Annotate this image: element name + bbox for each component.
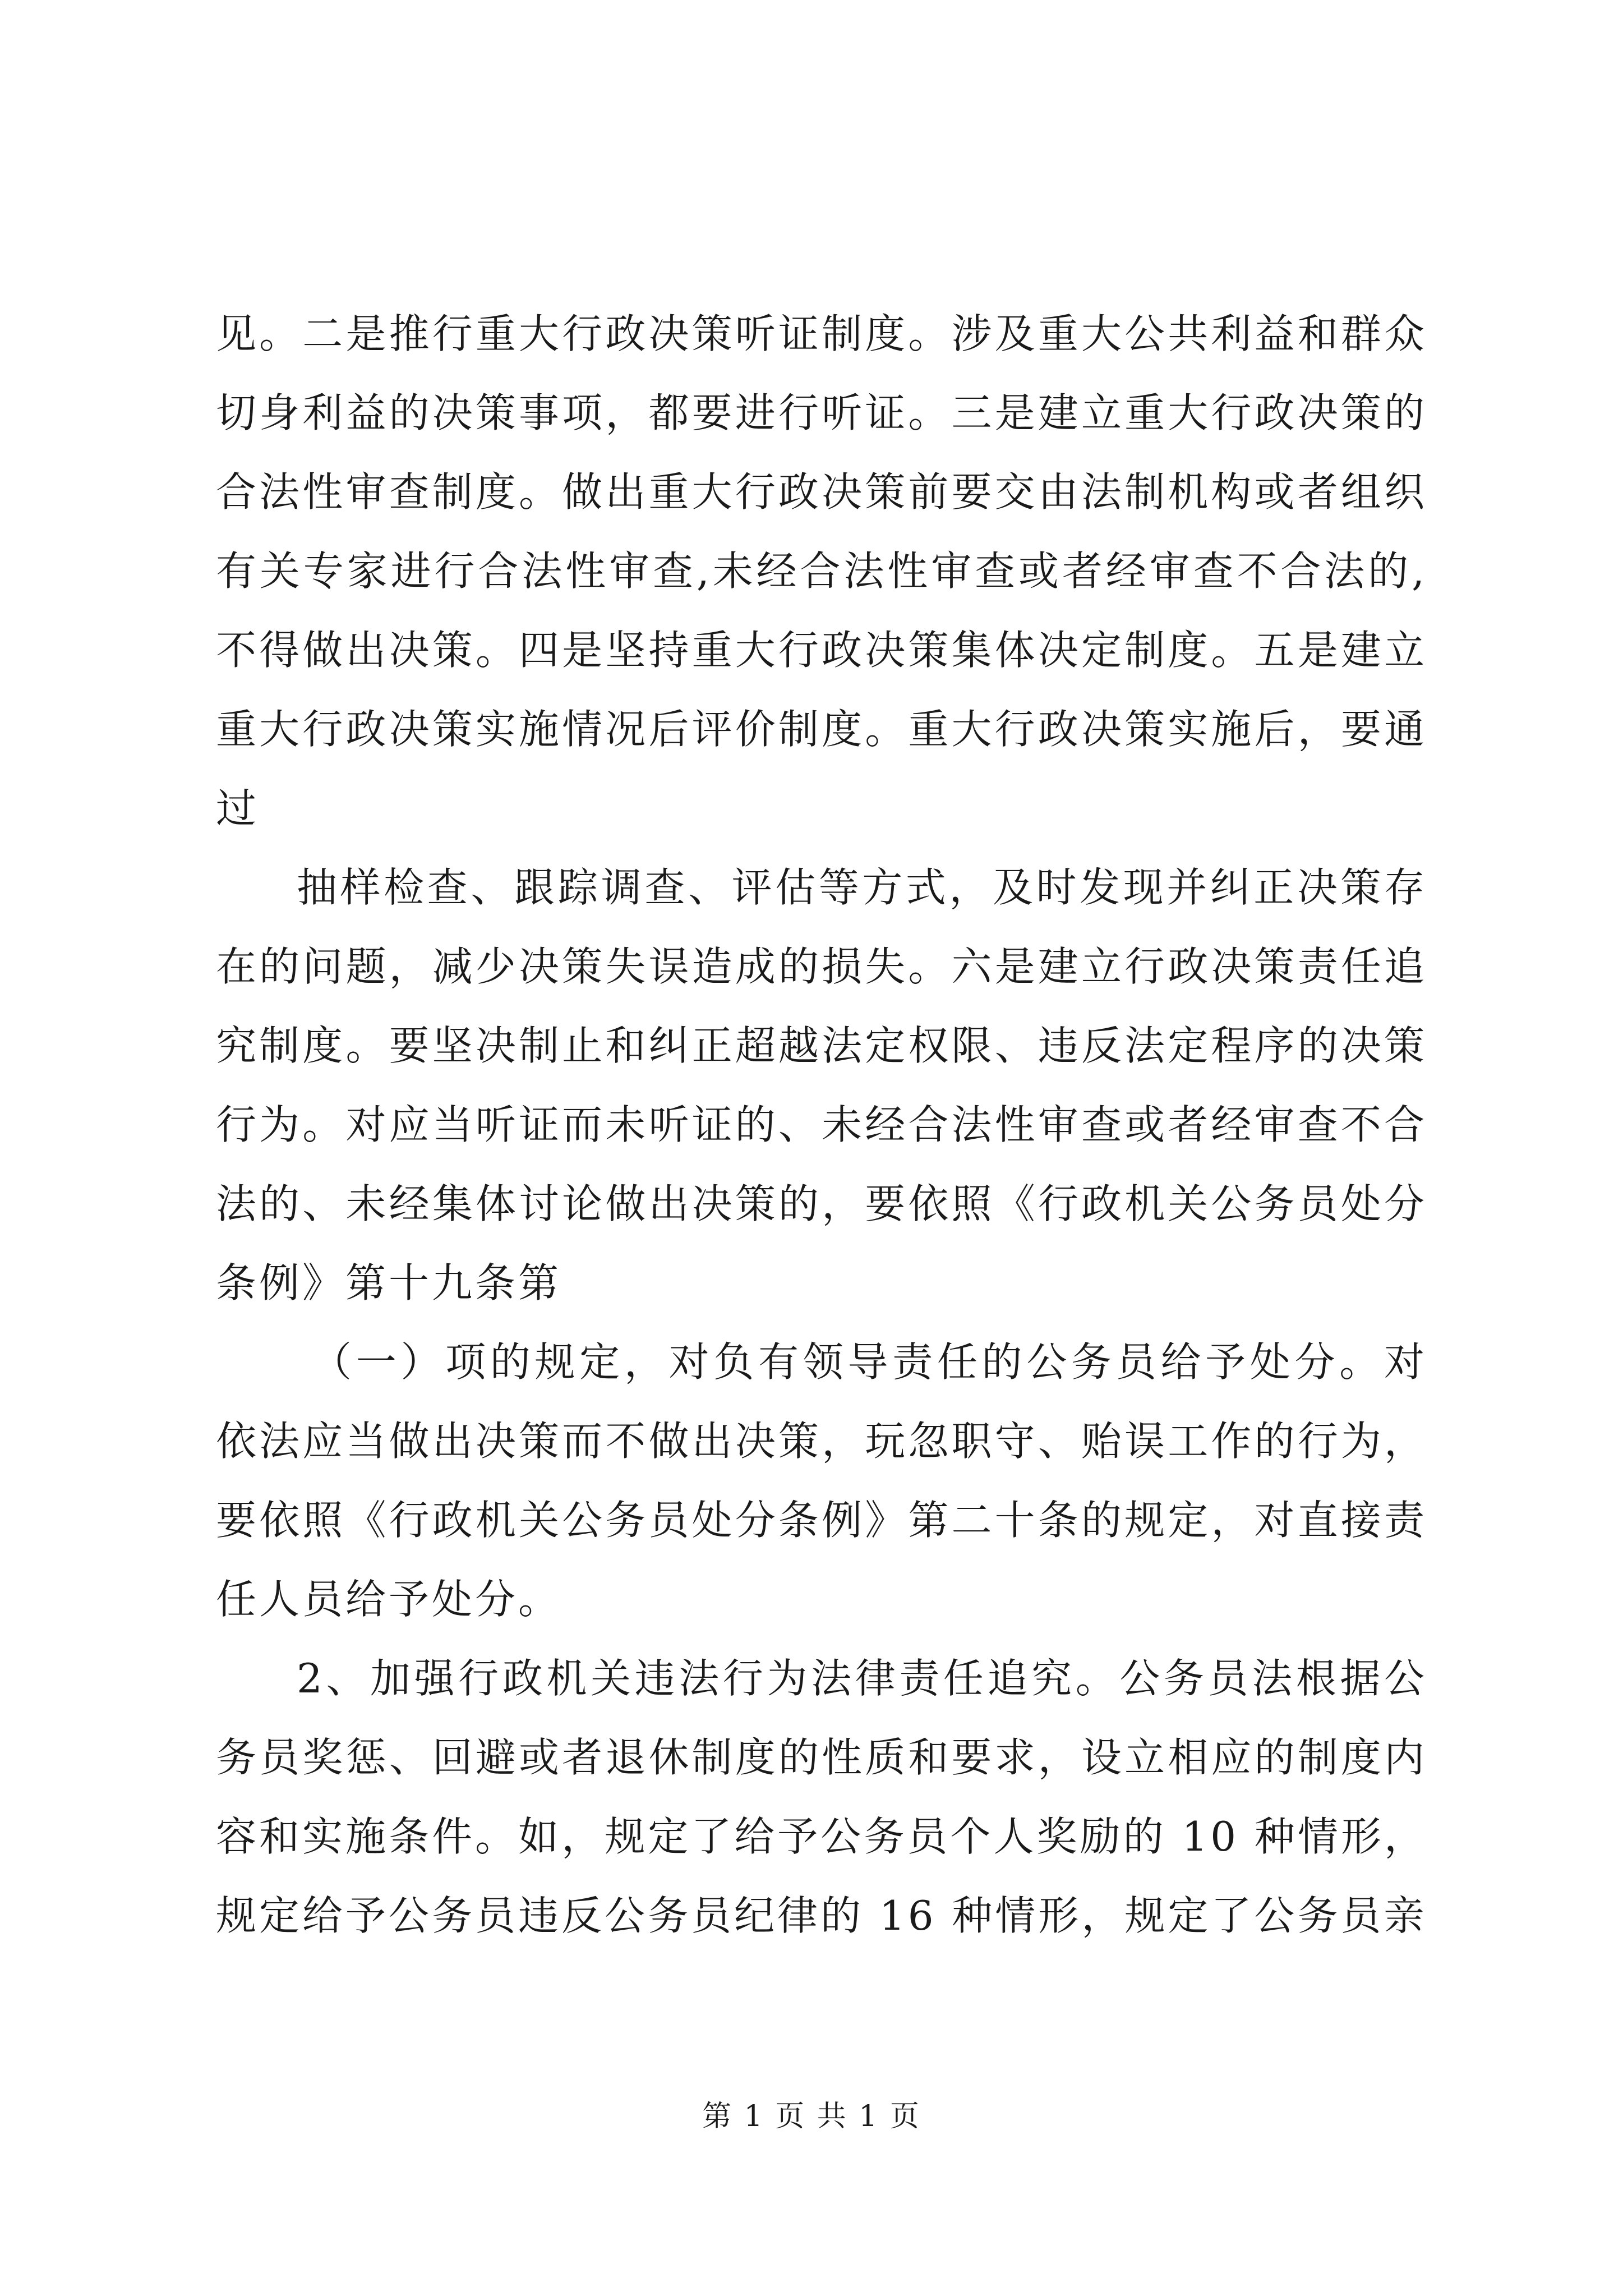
paragraph-3: （一）项的规定，对负有领导责任的公务员给予处分。对依法应当做出决策而不做出决策，玩忽职守、贻误工作的行为，要依照《行政机关公务员处分条例》第二十条的规定，对直接责任人员给予处分。 [216,1338,1427,1623]
paragraph-1: 见。二是推行重大行政决策听证制度。涉及重大公共利益和群众切身利益的决策事项，都要进行听证。三是建立重大行政决策的合法性审查制度。做出重大行政决策前要交由法制机构或者组织有关专家进行合法性审查,未经合法性审查或者经审查不合法的,不得做出决策。四是坚持重大行政决策集体决定制度。五是建立重大行政决策实施情况后评价制度。重大行政决策实施后，要通过 [216,310,1427,832]
paragraph-4: 2、加强行政机关违法行为法律责任追究。公务员法根据公务员奖惩、回避或者退休制度的性质和要求，设立相应的制度内容和实施条件。如，规定了给予公务员个人奖励的 10 种情形，规定给予公务员违反公务员纪律的 16 种情形，规定了公务员亲 [216,1655,1427,1939]
page-footer: 第 1 页 共 1 页 [702,2100,921,2133]
document-body [216,295,1427,1955]
paragraph-2: 抽样检查、跟踪调查、评估等方式，及时发现并纠正决策存在的问题，减少决策失误造成的损失。六是建立行政决策责任追究制度。要坚决制止和纠正超越法定权限、违反法定程序的决策行为。对应当听证而未听证的、未经合法性审查或者经审查不合法的、未经集体讨论做出决策的，要依照《行政机关公务员处分条例》第十九条第 [216,864,1427,1306]
